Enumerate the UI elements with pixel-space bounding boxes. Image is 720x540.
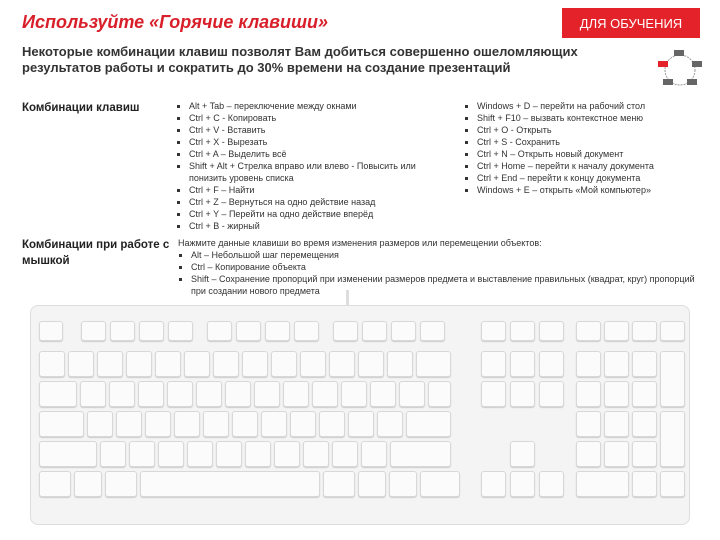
keyboard-key <box>420 471 460 497</box>
keyboard-key <box>81 321 106 341</box>
keyboard-key <box>387 351 413 377</box>
list-item: Ctrl + B - жирный <box>176 220 416 232</box>
keyboard-key <box>290 411 316 437</box>
keyboard-key <box>539 351 564 377</box>
keyboard-key <box>68 351 94 377</box>
keyboard-key <box>303 441 329 467</box>
keyboard-key <box>39 471 71 497</box>
keyboard-key <box>139 321 164 341</box>
keyboard-key <box>319 411 345 437</box>
keyboard-key <box>510 321 535 341</box>
keyboard-key <box>184 351 210 377</box>
keyboard-key <box>312 381 338 407</box>
keyboard-key <box>155 351 181 377</box>
keyboard-key <box>39 441 97 467</box>
keyboard-key <box>174 411 200 437</box>
keyboard-key <box>242 351 268 377</box>
keyboard-key <box>576 351 601 377</box>
mouse-section <box>178 237 713 297</box>
keyboard-key <box>333 321 358 341</box>
keyboard-key <box>481 471 506 497</box>
keyboard-key <box>116 411 142 437</box>
keyboard-key <box>39 321 63 341</box>
keyboard-key <box>660 471 685 497</box>
keyboard-key <box>105 471 137 497</box>
keyboard-key <box>265 321 290 341</box>
keyboard-key <box>389 471 417 497</box>
keyboard-key <box>632 471 657 497</box>
keyboard-key <box>481 381 506 407</box>
page-title: Используйте «Горячие клавиши» <box>22 12 329 32</box>
list-item: Alt + Tab – переключение между окнами <box>176 100 416 112</box>
keyboard-key <box>406 411 451 437</box>
keyboard-key <box>660 351 685 407</box>
list-item: Ctrl + X - Вырезать <box>176 136 416 148</box>
keyboard-key <box>428 381 451 407</box>
keyboard-key <box>294 321 319 341</box>
list-item: Ctrl – Копирование объекта <box>178 261 708 273</box>
keyboard-image <box>30 305 690 525</box>
keyboard-key <box>87 411 113 437</box>
keyboard-key <box>245 441 271 467</box>
shortcuts-label: Комбинации клавиш <box>22 102 140 114</box>
list-item: Ctrl + A – Выделить всё <box>176 148 416 160</box>
keyboard-key <box>632 441 657 467</box>
keyboard-key <box>74 471 102 497</box>
keyboard-key <box>510 381 535 407</box>
keyboard-key <box>341 381 367 407</box>
keyboard-key <box>632 321 657 341</box>
list-item: Shift + F10 – вызвать контекстное меню <box>464 112 714 124</box>
keyboard-key <box>100 441 126 467</box>
keyboard-key <box>660 411 685 467</box>
keyboard-key <box>158 441 184 467</box>
list-item: Shift – Сохранение пропорций при изменении размеров предмета и выставление правильных (квадрат, круг) пропорций при создании нового предмета <box>178 273 708 297</box>
keyboard-key <box>39 411 84 437</box>
keyboard-key <box>481 321 506 341</box>
keyboard-key <box>283 381 309 407</box>
keyboard-key <box>604 321 629 341</box>
mouse-list <box>178 249 708 297</box>
list-item: Alt – Небольшой шаг перемещения <box>178 249 708 261</box>
keyboard-key <box>539 321 564 341</box>
keyboard-key <box>168 321 193 341</box>
list-item: Ctrl + Z – Вернуться на одно действие назад <box>176 196 416 208</box>
keyboard-key <box>207 321 232 341</box>
keyboard-key <box>232 411 258 437</box>
keyboard-key <box>510 441 535 467</box>
keyboard-key <box>274 441 300 467</box>
keyboard-key <box>362 321 387 341</box>
training-badge: ДЛЯ ОБУЧЕНИЯ <box>562 8 700 38</box>
list-item: Ctrl + C - Копировать <box>176 112 416 124</box>
keyboard-key <box>196 381 222 407</box>
keyboard-key <box>604 351 629 377</box>
keyboard-key <box>481 351 506 377</box>
keyboard-key <box>145 411 171 437</box>
keyboard-key <box>329 351 355 377</box>
keyboard-key <box>539 471 564 497</box>
keyboard-key <box>391 321 416 341</box>
keyboard-key <box>576 441 601 467</box>
keyboard-key <box>39 381 77 407</box>
list-item: Ctrl + O - Открыть <box>464 124 714 136</box>
keyboard-key <box>358 351 384 377</box>
keyboard-key <box>420 321 445 341</box>
keyboard-key <box>361 441 387 467</box>
list-item: Shift + Alt + Стрелка вправо или влево - Повысить или понизить уровень списка <box>176 160 416 184</box>
keyboard-key <box>39 351 65 377</box>
keyboard-key <box>632 411 657 437</box>
list-item: Ctrl + F – Найти <box>176 184 416 196</box>
list-item: Ctrl + V - Вставить <box>176 124 416 136</box>
keyboard-key <box>129 441 155 467</box>
keyboard-key <box>138 381 164 407</box>
list-item: Ctrl + Y – Перейти на одно действие вперёд <box>176 208 416 220</box>
keyboard-key <box>203 411 229 437</box>
list-item: Windows + E – открыть «Мой компьютер» <box>464 184 714 196</box>
keyboard-key <box>576 411 601 437</box>
keyboard-key <box>332 441 358 467</box>
keyboard-key <box>167 381 193 407</box>
list-item: Ctrl + N – Открыть новый документ <box>464 148 714 160</box>
keyboard-key <box>261 411 287 437</box>
keyboard-key <box>416 351 451 377</box>
keyboard-key <box>225 381 251 407</box>
cycle-logo-icon <box>655 45 705 90</box>
keyboard-key <box>358 471 386 497</box>
keyboard-key <box>539 381 564 407</box>
keyboard-key <box>632 351 657 377</box>
keyboard-key <box>109 381 135 407</box>
keyboard-key <box>348 411 374 437</box>
subtitle: Некоторые комбинации клавиш позволят Вам добиться совершенно ошеломляющих результатов работы и сократить до 30% времени на создание презентаций <box>22 44 578 75</box>
keyboard-key <box>390 441 451 467</box>
keyboard-key <box>399 381 425 407</box>
keyboard-key <box>187 441 213 467</box>
keyboard-key <box>370 381 396 407</box>
keyboard-key <box>510 351 535 377</box>
mouse-label: Комбинации при работе с мышкой <box>22 239 170 267</box>
keyboard-key <box>632 381 657 407</box>
keyboard-key <box>126 351 152 377</box>
keyboard-key <box>213 351 239 377</box>
keyboard-key <box>140 471 320 497</box>
keyboard-key <box>576 471 629 497</box>
keyboard-key <box>300 351 326 377</box>
keyboard-key <box>80 381 106 407</box>
keyboard-key <box>216 441 242 467</box>
keyboard-key <box>604 441 629 467</box>
keyboard-key <box>236 321 261 341</box>
keyboard-key <box>323 471 355 497</box>
keyboard-key <box>271 351 297 377</box>
shortcuts-list-1 <box>176 100 416 232</box>
shortcuts-list-2 <box>464 100 714 196</box>
list-item: Windows + D – перейти на рабочий стол <box>464 100 714 112</box>
keyboard-cable <box>346 290 349 306</box>
list-item: Ctrl + End – перейти к концу документа <box>464 172 714 184</box>
keyboard-key <box>254 381 280 407</box>
keyboard-key <box>510 471 535 497</box>
list-item: Ctrl + S - Сохранить <box>464 136 714 148</box>
keyboard-key <box>576 321 601 341</box>
keyboard-key <box>576 381 601 407</box>
keyboard-key <box>604 411 629 437</box>
keyboard-key <box>377 411 403 437</box>
keyboard-key <box>660 321 685 341</box>
mouse-intro: Нажмите данные клавиши во время изменения размеров или перемещении объектов: <box>178 238 542 248</box>
keyboard-key <box>97 351 123 377</box>
keyboard-key <box>604 381 629 407</box>
list-item: Ctrl + Home – перейти к началу документа <box>464 160 714 172</box>
keyboard-key <box>110 321 135 341</box>
